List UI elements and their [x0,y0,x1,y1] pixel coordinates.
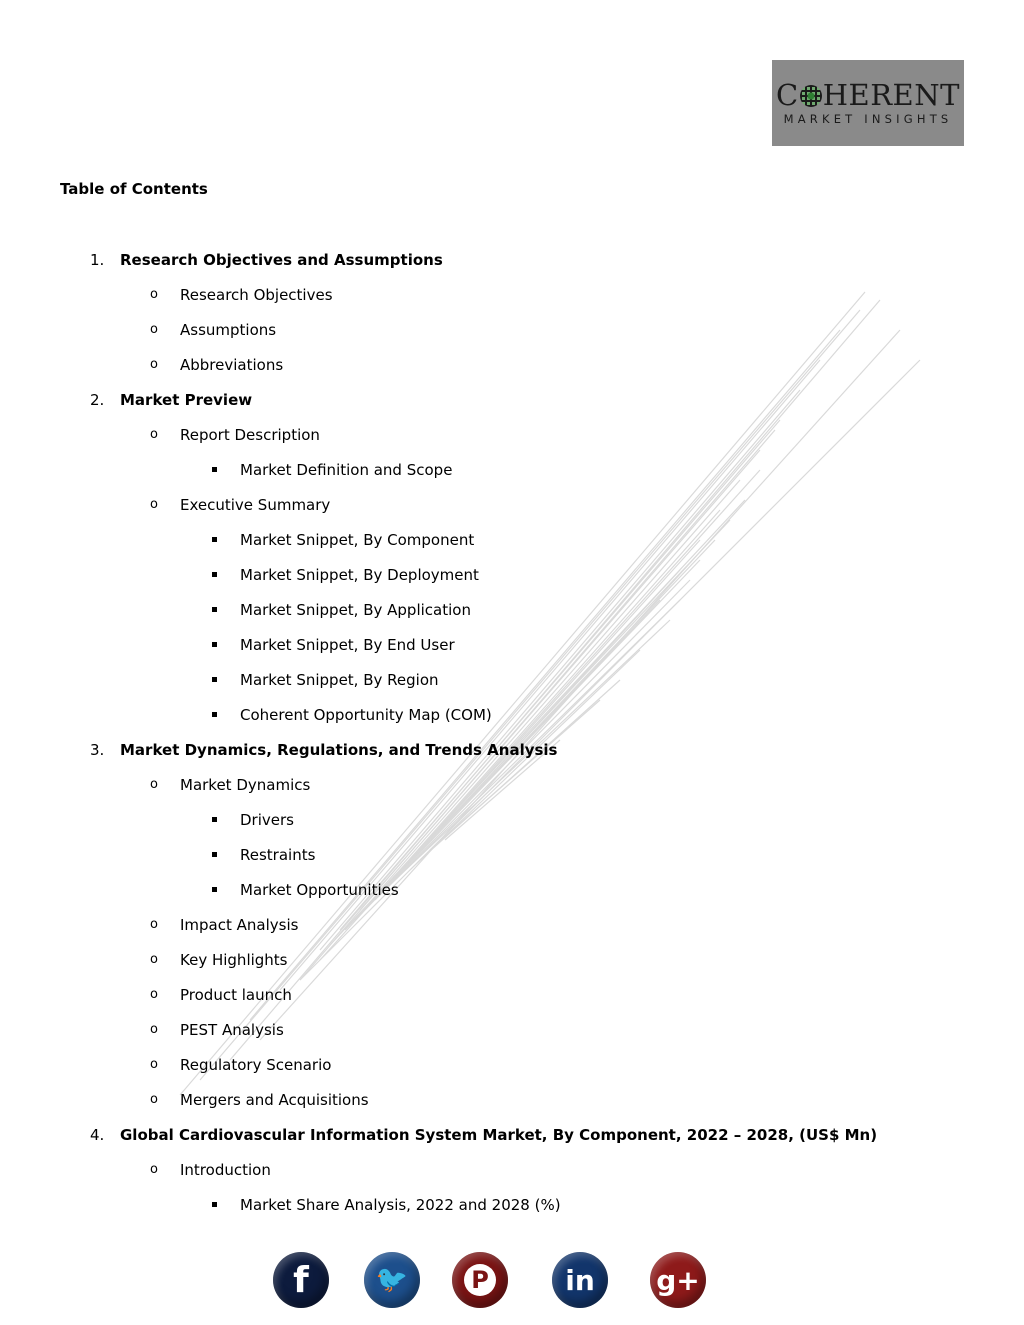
section-title: Market Dynamics, Regulations, and Trends Analysis [120,741,558,759]
subsection-title: Mergers and Acquisitions [180,1091,369,1109]
toc-entry-level-1 [0,740,1024,760]
toc-entry-level-2 [0,950,1024,970]
sub-subsection-title: Market Share Analysis, 2022 and 2028 (%) [240,1196,561,1214]
subsection-title: Impact Analysis [180,916,299,934]
sub-subsection-title: Coherent Opportunity Map (COM) [240,706,492,724]
toc-entry-level-3 [0,530,1024,550]
toc-entry-level-2 [0,355,1024,375]
toc-entry-level-3 [0,880,1024,900]
sub-subsection-title: Market Snippet, By Deployment [240,566,479,584]
square-bullet-icon [212,1202,217,1207]
circle-bullet-icon: o [150,427,158,442]
circle-bullet-icon: o [150,1022,158,1037]
toc-entry-level-2 [0,775,1024,795]
square-bullet-icon [212,467,217,472]
toc-entry-level-3 [0,845,1024,865]
square-bullet-icon [212,607,217,612]
toc-entry-level-3 [0,460,1024,480]
toc-entry-level-2 [0,1090,1024,1110]
subsection-title: Key Highlights [180,951,288,969]
google-plus-icon[interactable]: g+ [650,1252,706,1308]
subsection-title: Regulatory Scenario [180,1056,332,1074]
subsection-title: Market Dynamics [180,776,311,794]
circle-bullet-icon: o [150,322,158,337]
square-bullet-icon [212,852,217,857]
section-number: 1. [90,251,105,269]
circle-bullet-icon: o [150,357,158,372]
sub-subsection-title: Drivers [240,811,294,829]
subsection-title: Abbreviations [180,356,284,374]
pinterest-icon[interactable]: P [452,1252,508,1308]
circle-bullet-icon: o [150,952,158,967]
toc-entry-level-2 [0,425,1024,445]
toc-entry-level-2 [0,495,1024,515]
section-title: Global Cardiovascular Information System Market, By Component, 2022 – 2028, (US$ Mn) [120,1126,878,1144]
square-bullet-icon [212,887,217,892]
section-number: 3. [90,741,105,759]
toc-entry-level-2 [0,985,1024,1005]
sub-subsection-title: Market Opportunities [240,881,399,899]
toc-entry-level-3 [0,810,1024,830]
subsection-title: Assumptions [180,321,277,339]
facebook-icon[interactable]: f [273,1252,329,1308]
toc-entry-level-3 [0,635,1024,655]
toc-entry-level-2 [0,1055,1024,1075]
watermark-line [180,292,865,1095]
section-title: Research Objectives and Assumptions [120,251,443,269]
circle-bullet-icon: o [150,287,158,302]
square-bullet-icon [212,712,217,717]
toc-entry-level-1 [0,1125,1024,1145]
linkedin-icon[interactable]: in [552,1252,608,1308]
circle-bullet-icon: o [150,1092,158,1107]
logo-wordmark: C HERENT [776,78,960,112]
company-logo [772,60,964,146]
toc-entry-level-1 [0,390,1024,410]
toc-entry-level-2 [0,285,1024,305]
section-number: 4. [90,1126,105,1144]
toc-entry-level-3 [0,600,1024,620]
toc-entry-level-2 [0,320,1024,340]
toc-entry-level-3 [0,565,1024,585]
toc-entry-level-2 [0,1020,1024,1040]
square-bullet-icon [212,572,217,577]
circle-bullet-icon: o [150,1057,158,1072]
square-bullet-icon [212,642,217,647]
circle-bullet-icon: o [150,1162,158,1177]
circle-bullet-icon: o [150,987,158,1002]
toc-entry-level-3 [0,670,1024,690]
subsection-title: Product launch [180,986,292,1004]
subsection-title: PEST Analysis [180,1021,284,1039]
toc-entry-level-1 [0,250,1024,270]
toc-entry-level-3 [0,705,1024,725]
sub-subsection-title: Restraints [240,846,316,864]
toc-entry-level-2 [0,915,1024,935]
square-bullet-icon [212,677,217,682]
sub-subsection-title: Market Snippet, By End User [240,636,455,654]
globe-icon [800,85,822,107]
subsection-title: Research Objectives [180,286,333,304]
toc-entry-level-2 [0,1160,1024,1180]
sub-subsection-title: Market Snippet, By Region [240,671,439,689]
subsection-title: Executive Summary [180,496,331,514]
sub-subsection-title: Market Snippet, By Component [240,531,475,549]
subsection-title: Report Description [180,426,320,444]
circle-bullet-icon: o [150,497,158,512]
logo-tagline: MARKET INSIGHTS [783,112,953,126]
sub-subsection-title: Market Definition and Scope [240,461,453,479]
twitter-icon[interactable]: 🐦 [364,1252,420,1308]
subsection-title: Introduction [180,1161,271,1179]
square-bullet-icon [212,537,217,542]
square-bullet-icon [212,817,217,822]
circle-bullet-icon: o [150,917,158,932]
toc-entry-level-3 [0,1195,1024,1215]
section-number: 2. [90,391,105,409]
toc-title: Table of Contents [60,180,208,198]
circle-bullet-icon: o [150,777,158,792]
section-title: Market Preview [120,391,253,409]
sub-subsection-title: Market Snippet, By Application [240,601,471,619]
